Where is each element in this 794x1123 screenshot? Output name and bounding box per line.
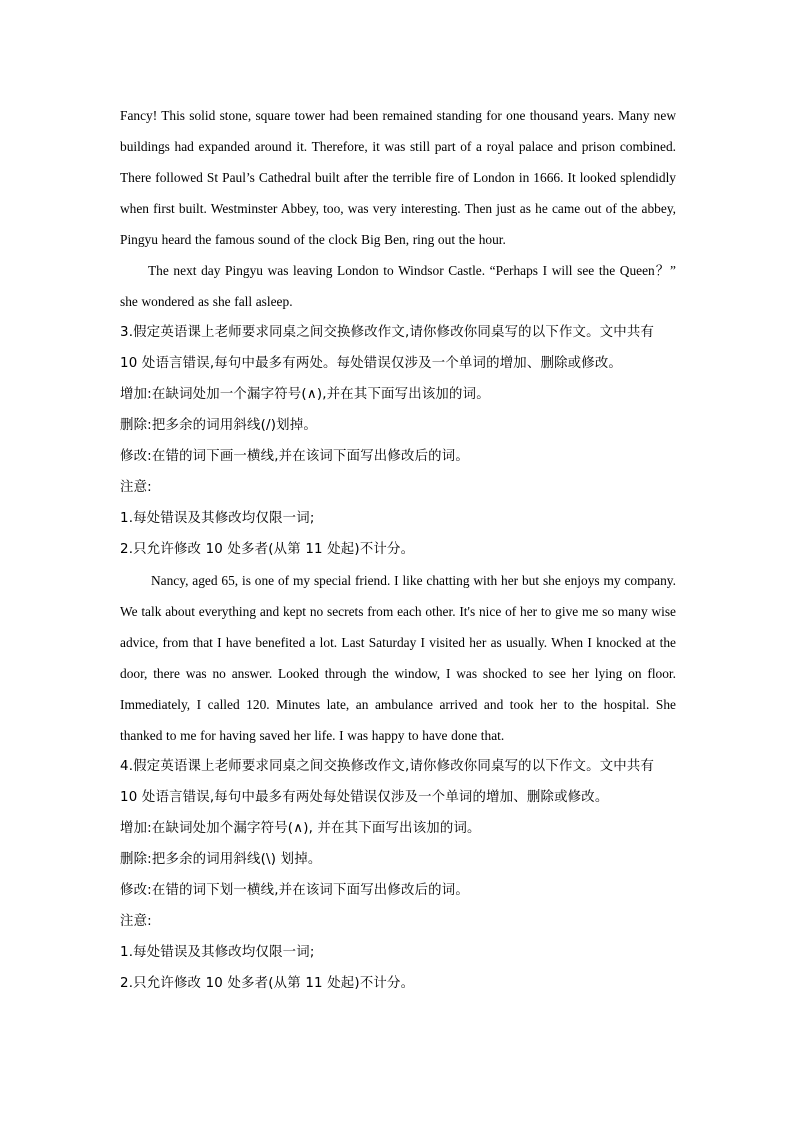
question-4-note-item: 2.只允许修改 10 处多者(从第 11 处起)不计分。	[120, 976, 415, 991]
question-4-modify-rule: 修改:在错的词下划一横线,并在该词下面写出修改后的词。	[120, 883, 469, 898]
question-3-instruction: 3.假定英语课上老师要求同桌之间交换修改作文,请你修改你同桌写的以下作文。文中共有	[120, 325, 655, 340]
question-4-delete-rule: 删除:把多余的词用斜线(\) 划掉。	[120, 852, 322, 867]
question-4-add-rule: 增加:在缺词处加个漏字符号(∧), 并在其下面写出该加的词。	[120, 821, 481, 836]
question-3-note-item: 1.每处错误及其修改均仅限一词;	[120, 511, 315, 526]
document-body	[120, 100, 676, 999]
passage-paragraph: Fancy! This solid stone, square tower had been remained standing for one thousand years. Many new buildings had expanded around it. Therefore, it was still part of a royal palace and prison combined. There followed St Paul’s Cathedral built after the terrible fire of London in 1666. It looked splendidly when first built. Westminster Abbey, too, was very interesting. Then just as he came out of the abbey, Pingyu heard the famous sound of the clock Big Ben, ring out the hour.	[120, 108, 676, 247]
question-3-add-rule: 增加:在缺词处加一个漏字符号(∧),并在其下面写出该加的词。	[120, 387, 490, 402]
question-3-modify-rule: 修改:在错的词下画一横线,并在该词下面写出修改后的词。	[120, 449, 469, 464]
question-3-instruction: 10 处语言错误,每句中最多有两处。每处错误仅涉及一个单词的增加、删除或修改。	[120, 356, 623, 371]
question-4-note-item: 1.每处错误及其修改均仅限一词;	[120, 945, 315, 960]
question-3-note-item: 2.只允许修改 10 处多者(从第 11 处起)不计分。	[120, 542, 415, 557]
question-3-note-heading: 注意:	[120, 480, 152, 495]
question-4-instruction: 10 处语言错误,每句中最多有两处每处错误仅涉及一个单词的增加、删除或修改。	[120, 790, 609, 805]
question-4-instruction: 4.假定英语课上老师要求同桌之间交换修改作文,请你修改你同桌写的以下作文。文中共有	[120, 759, 655, 774]
question-3-delete-rule: 删除:把多余的词用斜线(/)划掉。	[120, 418, 317, 433]
passage-paragraph: The next day Pingyu was leaving London to Windsor Castle. “Perhaps I will see the Queen？” she wondered as she fall asleep.	[120, 263, 676, 309]
question-4-note-heading: 注意:	[120, 914, 152, 929]
question-3-essay: Nancy, aged 65, is one of my special friend. I like chatting with her but she enjoys my company. We talk about everything and kept no secrets from each other. It's nice of her to give me so many wise advice, from that I have benefited a lot. Last Saturday I visited her as usually. When I knocked at the door, there was no answer. Looked through the window, I was shocked to see her lying on floor. Immediately, I called 120. Minutes late, an ambulance arrived and took her to the hospital. She thanked to me for having saved her life. I was happy to have done that.	[120, 573, 676, 743]
